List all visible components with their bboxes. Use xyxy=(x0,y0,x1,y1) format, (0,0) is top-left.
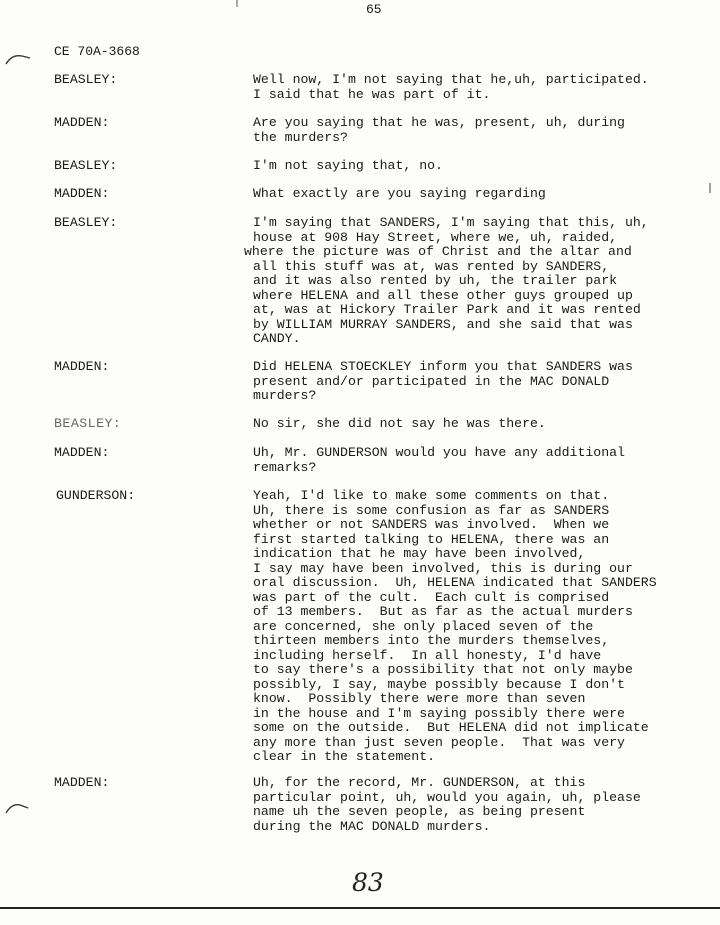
text-line: in the house and I'm saying possibly there were xyxy=(253,705,625,721)
speaker-text xyxy=(253,187,703,202)
handwritten-page-number: 83 xyxy=(352,868,384,897)
margin-check-mark-icon xyxy=(4,52,32,66)
speaker-label: MADDEN: xyxy=(54,359,110,374)
text-line: CANDY. xyxy=(253,331,301,346)
speaker-label: MADDEN: xyxy=(54,775,110,790)
text-line: oral discussion. Uh, HELENA indicated that SANDERS xyxy=(253,575,657,590)
text-line: I said that he was part of it. xyxy=(253,86,491,102)
text-line: murders? xyxy=(253,388,317,403)
text-line: some on the outside. But HELENA did not implicate xyxy=(253,720,649,735)
case-id: CE 70A-3668 xyxy=(54,44,140,59)
text-line: where HELENA and all these other guys grouped up xyxy=(253,287,633,303)
speaker-text xyxy=(253,73,703,102)
text-line: I say may have been involved, this is during our xyxy=(253,560,633,576)
text-line: clear in the statement. xyxy=(253,749,436,764)
text-line: know. Possibly there were more than seven xyxy=(253,691,586,706)
text-line: all this stuff was at, was rented by SANDERS, xyxy=(253,258,610,274)
speaker-text xyxy=(253,489,703,765)
text-line: name uh the seven people, as being present xyxy=(253,804,586,819)
text-line: house at 908 Hay Street, where we, uh, raided, xyxy=(253,229,618,245)
speaker-label: MADDEN: xyxy=(54,445,110,460)
text-line: Are you saying that he was, present, uh, during xyxy=(253,115,625,130)
speaker-label: BEASLEY: xyxy=(54,215,118,230)
text-line: and it was also rented by uh, the trailer park xyxy=(253,273,618,288)
text-line: Well now, I'm not saying that he,uh, participated. xyxy=(253,72,649,87)
margin-check-mark-icon xyxy=(4,800,32,816)
text-line: of 13 members. But as far as the actual murders xyxy=(253,604,633,619)
text-line: Uh, Mr. GUNDERSON would you have any additional xyxy=(253,445,625,460)
page-bottom-rule xyxy=(0,907,720,909)
text-line: thirteen members into the murders themselves, xyxy=(253,633,610,648)
speaker-text xyxy=(244,215,703,347)
text-line: are concerned, she only placed seven of the xyxy=(253,618,594,634)
text-line: whether or not SANDERS was involved. When we xyxy=(253,517,610,532)
speaker-text xyxy=(253,360,703,404)
text-line: Did HELENA STOECKLEY inform you that SANDERS was xyxy=(253,359,633,374)
text-line: particular point, uh, would you again, uh, please xyxy=(253,789,641,805)
text-line: Uh, there is some confusion as far as SANDERS xyxy=(253,502,610,518)
speaker-text xyxy=(253,116,703,145)
text-line: No sir, she did not say he was there. xyxy=(253,416,546,431)
speaker-label: MADDEN: xyxy=(54,186,110,201)
margin-tick-icon xyxy=(708,182,712,194)
speaker-label: MADDEN: xyxy=(54,115,110,130)
text-line: where the picture was of Christ and the altar and xyxy=(244,244,632,259)
margin-tick-icon xyxy=(235,0,239,8)
text-line: during the MAC DONALD murders. xyxy=(253,818,491,834)
text-line: I'm not saying that, no. xyxy=(253,158,443,173)
text-line: the murders? xyxy=(253,129,348,145)
text-line: first started talking to HELENA, there was an xyxy=(253,531,610,547)
text-line: remarks? xyxy=(253,459,317,475)
text-line: at, was at Hickory Trailer Park and it was rented xyxy=(253,302,641,317)
speaker-label: BEASLEY: xyxy=(54,72,118,87)
text-line: What exactly are you saying regarding xyxy=(253,186,546,201)
text-line: indication that he may have been involved, xyxy=(253,546,586,561)
text-line: was part of the cult. Each cult is comprised xyxy=(253,589,610,605)
speaker-text xyxy=(253,446,703,475)
text-line: I'm saying that SANDERS, I'm saying that this, uh, xyxy=(253,215,649,230)
speaker-text xyxy=(253,417,703,432)
text-line: Yeah, I'd like to make some comments on that. xyxy=(253,488,610,503)
text-line: Uh, for the record, Mr. GUNDERSON, at this xyxy=(253,775,586,790)
speaker-label: GUNDERSON: xyxy=(56,488,136,503)
page-number: 65 xyxy=(366,2,382,17)
speaker-label: BEASLEY: xyxy=(54,158,118,173)
text-line: present and/or participated in the MAC DONALD xyxy=(253,373,610,389)
speaker-text xyxy=(253,159,703,174)
text-line: to say there's a possibility that not only maybe xyxy=(253,662,633,677)
text-line: by WILLIAM MURRAY SANDERS, and she said that was xyxy=(253,316,633,332)
speaker-label: BEASLEY: xyxy=(54,416,122,431)
speaker-text xyxy=(253,776,703,834)
text-line: including herself. In all honesty, I'd have xyxy=(253,647,602,663)
text-line: possibly, I say, maybe possibly because I don't xyxy=(253,676,625,692)
text-line: any more than just seven people. That was very xyxy=(253,734,625,750)
